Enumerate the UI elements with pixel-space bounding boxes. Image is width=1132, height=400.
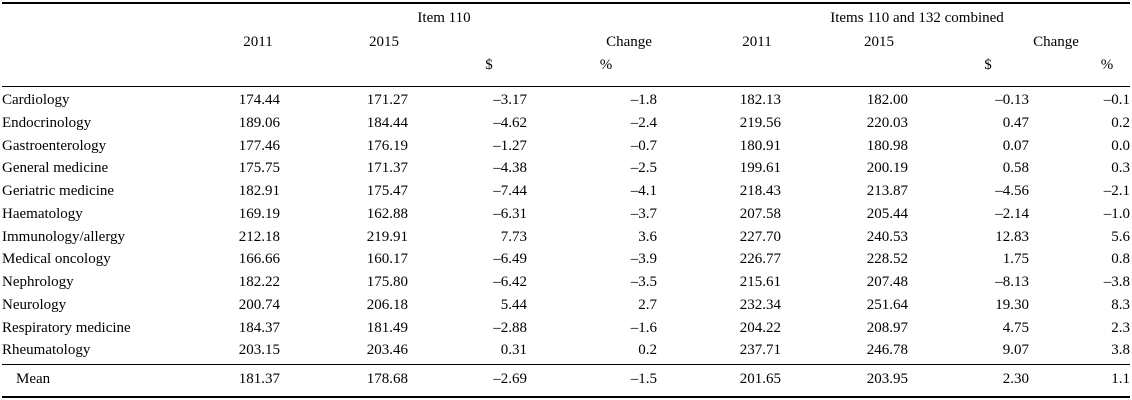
cell-2011-a: 174.44	[238, 92, 280, 108]
cell-2011-b: 182.13	[739, 92, 781, 108]
cell-2015-a: 203.46	[366, 342, 408, 359]
cell-2011-b: 218.43	[739, 183, 781, 199]
cell-change-percent-a: 2.7	[638, 296, 657, 313]
table-row	[0, 137, 1132, 160]
cell-change-percent-a: –2.4	[630, 114, 657, 131]
cell-2015-b: 180.98	[866, 137, 908, 154]
cell-2011-b: 215.61	[739, 274, 781, 290]
cell-change-percent-b: 0.3	[1111, 160, 1130, 177]
cell-2011-b: 226.77	[739, 251, 781, 268]
cell-change-percent-a: –1.6	[630, 319, 657, 336]
mean-change-dollar-a: –2.69	[493, 371, 527, 387]
cell-change-dollar-a: 5.44	[500, 296, 527, 313]
cell-2015-b: 182.00	[866, 92, 908, 108]
cell-change-percent-b: 8.3	[1111, 296, 1130, 313]
cell-2015-a: 175.47	[366, 183, 408, 199]
header-group-combined: Items 110 and 132 combined	[830, 10, 1004, 26]
header-group-item-110: Item 110	[417, 10, 471, 26]
cell-change-percent-a: –4.1	[630, 183, 657, 199]
cell-change-percent-a: –3.9	[630, 251, 657, 268]
cell-change-percent-b: 2.3	[1111, 319, 1130, 336]
cell-2011-b: 199.61	[739, 160, 781, 177]
cell-change-dollar-a: –3.17	[493, 92, 527, 108]
row-label: Respiratory medicine	[2, 319, 131, 336]
table-row	[0, 273, 1132, 296]
cell-change-dollar-b: 9.07	[1002, 342, 1029, 359]
cell-2011-a: 175.75	[238, 160, 280, 177]
row-label: Haematology	[2, 205, 83, 222]
mean-row	[0, 370, 1132, 393]
cell-change-dollar-b: –2.14	[995, 205, 1029, 222]
cell-2015-b: 220.03	[866, 114, 908, 131]
cell-change-percent-b: –1.0	[1103, 205, 1130, 222]
cell-change-percent-a: 0.2	[638, 342, 657, 359]
table-row	[0, 341, 1132, 364]
cell-change-dollar-b: 1.75	[1002, 251, 1029, 268]
cell-2015-a: 171.37	[366, 160, 408, 177]
cell-2011-b: 180.91	[739, 137, 781, 154]
row-label: Rheumatology	[2, 342, 91, 359]
cell-2015-b: 200.19	[866, 160, 908, 177]
cell-change-dollar-a: 0.31	[500, 342, 527, 359]
cell-change-dollar-b: 0.47	[1002, 114, 1029, 131]
cell-2015-b: 251.64	[866, 296, 908, 313]
table-row	[0, 250, 1132, 273]
header-year-2011-a: 2011	[243, 34, 273, 50]
mean-2011-a: 181.37	[238, 371, 280, 387]
cell-change-percent-b: –0.1	[1103, 92, 1130, 108]
row-label: Cardiology	[2, 92, 70, 108]
row-label: Medical oncology	[2, 251, 111, 268]
cell-2011-a: 212.18	[238, 228, 280, 245]
table-row	[0, 182, 1132, 205]
row-label: Immunology/allergy	[2, 228, 126, 245]
cell-change-dollar-b: 4.75	[1002, 319, 1029, 336]
header-change-b: Change	[1033, 34, 1079, 50]
table-row	[0, 296, 1132, 319]
cell-2015-b: 208.97	[866, 319, 908, 336]
row-label: Endocrinology	[2, 114, 92, 131]
row-label: Geriatric medicine	[2, 183, 115, 199]
cell-2015-b: 213.87	[866, 183, 908, 199]
cell-2015-a: 175.80	[366, 274, 408, 290]
cell-2015-b: 207.48	[866, 274, 908, 290]
cell-2015-a: 160.17	[366, 251, 408, 268]
top-rule	[2, 2, 1130, 4]
cell-2011-b: 232.34	[739, 296, 781, 313]
cell-change-percent-a: –2.5	[630, 160, 657, 177]
cell-2011-a: 182.91	[238, 183, 280, 199]
cell-2015-b: 205.44	[866, 205, 908, 222]
cell-change-dollar-a: –7.44	[493, 183, 527, 199]
header-change-a: Change	[606, 34, 652, 50]
cell-change-percent-a: 3.6	[638, 228, 657, 245]
cell-2015-a: 162.88	[366, 205, 408, 222]
cell-2015-b: 246.78	[866, 342, 908, 359]
header-year-2015-a: 2015	[369, 34, 399, 50]
header-year-2011-b: 2011	[742, 34, 772, 50]
row-label: General medicine	[2, 160, 109, 177]
mean-2015-a: 178.68	[366, 371, 408, 387]
cell-change-dollar-a: –4.38	[493, 160, 527, 177]
cell-change-dollar-a: 7.73	[500, 228, 527, 245]
cell-change-dollar-b: 0.58	[1002, 160, 1029, 177]
table-row	[0, 114, 1132, 137]
header-rule	[2, 86, 1130, 87]
table-row	[0, 159, 1132, 182]
row-label: Neurology	[2, 296, 67, 313]
header-dollar-a: $	[485, 57, 493, 73]
cell-change-percent-b: –3.8	[1103, 274, 1130, 290]
cell-2011-a: 169.19	[238, 205, 280, 222]
cell-2015-b: 240.53	[866, 228, 908, 245]
cell-change-percent-a: –1.8	[630, 92, 657, 108]
mean-rule	[2, 364, 1130, 365]
cell-change-percent-a: –3.5	[630, 274, 657, 290]
cell-2015-a: 176.19	[366, 137, 408, 154]
cell-change-percent-b: 3.8	[1111, 342, 1130, 359]
cell-2011-a: 200.74	[238, 296, 280, 313]
cell-change-dollar-a: –2.88	[493, 319, 527, 336]
cell-2015-a: 219.91	[366, 228, 408, 245]
cell-2015-a: 181.49	[366, 319, 408, 336]
mean-2015-b: 203.95	[866, 371, 908, 387]
cell-change-dollar-b: –4.56	[995, 183, 1029, 199]
cell-2011-b: 207.58	[739, 205, 781, 222]
cell-change-percent-b: 0.2	[1111, 114, 1130, 131]
cell-2015-a: 184.44	[366, 114, 408, 131]
cell-change-dollar-a: –1.27	[493, 137, 527, 154]
cell-change-dollar-a: –6.31	[493, 205, 527, 222]
header-percent-b: %	[1100, 57, 1114, 73]
cell-2011-a: 177.46	[238, 137, 280, 154]
cell-change-dollar-b: 12.83	[995, 228, 1029, 245]
cell-2015-a: 171.27	[366, 92, 408, 108]
row-label: Nephrology	[2, 274, 74, 290]
cell-change-percent-b: 0.8	[1111, 251, 1130, 268]
table-body	[0, 91, 1132, 364]
cell-2011-b: 227.70	[739, 228, 781, 245]
cell-change-percent-b: 0.0	[1111, 137, 1130, 154]
bottom-rule	[2, 396, 1130, 398]
header-percent-a: %	[599, 57, 613, 73]
cell-2011-b: 204.22	[739, 319, 781, 336]
table-row	[0, 228, 1132, 251]
cell-change-dollar-b: 19.30	[995, 296, 1029, 313]
table-row	[0, 205, 1132, 228]
cell-2011-a: 189.06	[238, 114, 280, 131]
cell-change-dollar-a: –4.62	[493, 114, 527, 131]
cell-2011-a: 166.66	[238, 251, 280, 268]
cell-2011-a: 182.22	[238, 274, 280, 290]
mean-2011-b: 201.65	[739, 371, 781, 387]
cell-2011-a: 184.37	[238, 319, 280, 336]
table-row	[0, 91, 1132, 114]
cell-change-dollar-b: 0.07	[1002, 137, 1029, 154]
cell-change-percent-b: –2.1	[1103, 183, 1130, 199]
mean-change-dollar-b: 2.30	[1002, 371, 1029, 387]
mean-label: Mean	[16, 371, 51, 387]
cell-change-percent-a: –3.7	[630, 205, 657, 222]
cell-2011-b: 237.71	[739, 342, 781, 359]
cell-change-dollar-a: –6.42	[493, 274, 527, 290]
table-row	[0, 319, 1132, 342]
cell-change-percent-b: 5.6	[1111, 228, 1130, 245]
cell-2011-a: 203.15	[238, 342, 280, 359]
row-label: Gastroenterology	[2, 137, 107, 154]
mean-change-percent-a: –1.5	[630, 371, 657, 387]
cell-2011-b: 219.56	[739, 114, 781, 131]
cell-change-dollar-b: –0.13	[995, 92, 1029, 108]
header-year-2015-b: 2015	[864, 34, 894, 50]
cell-2015-b: 228.52	[866, 251, 908, 268]
cell-change-percent-a: –0.7	[630, 137, 657, 154]
mean-change-percent-b: 1.1	[1111, 371, 1130, 387]
header-dollar-b: $	[984, 57, 992, 73]
cell-2015-a: 206.18	[366, 296, 408, 313]
cell-change-dollar-a: –6.49	[493, 251, 527, 268]
cell-change-dollar-b: –8.13	[995, 274, 1029, 290]
